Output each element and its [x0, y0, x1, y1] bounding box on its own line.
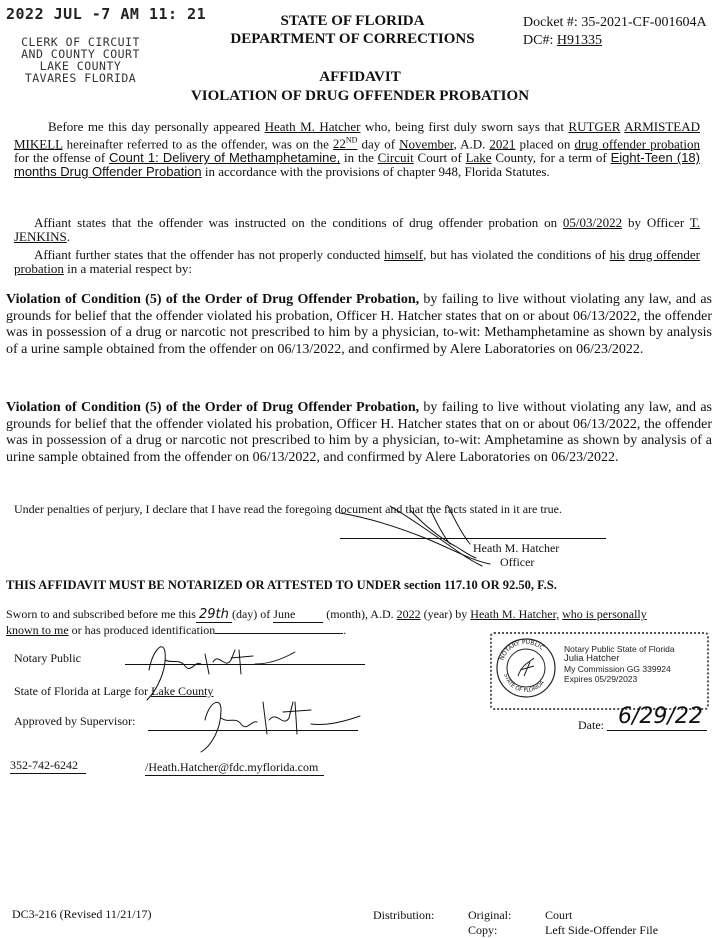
- violation-1: Violation of Condition (5) of the Order of Drug Offender Probation, by failing to live without violating any law, and as grounds for belief that the offender violated his probation, Officer H. Hatcher states that on or about 06/13/2022, the offender was in possession of a drug or narcotic not prescribed to him by a physician, to-wit: Methamphetamine as shown by analysis of a urine sample obtained from the offender on 06/13/2022, and confirmed by Alere Laboratories on 06/23/2022.: [6, 292, 713, 357]
- court-type: Circuit: [377, 150, 414, 166]
- officer-name: Heath M. Hatcher: [264, 119, 361, 134]
- copy-label: Copy:: [468, 923, 498, 937]
- further-paragraph: Affiant further states that the offender has not properly conducted himself, but has violated the conditions of his drug offender probation in a material respect by:: [14, 247, 700, 276]
- seal-line: Notary Public State of Florida: [564, 644, 675, 654]
- docket-number: Docket #: 35-2021-CF-001604A: [523, 15, 707, 30]
- violation-heading: Violation of Condition (5) of the Order of Drug Offender Probation,: [6, 292, 420, 307]
- placement-day: 22ND: [332, 136, 358, 152]
- affidavit-title: AFFIDAVIT: [319, 69, 401, 85]
- svg-text:NOTARY PUBLIC: [498, 639, 545, 661]
- distribution-label: Distribution:: [373, 908, 435, 922]
- file-date-stamp: 2022 JUL -7 AM 11: 21: [6, 5, 207, 23]
- sworn-name: Heath M. Hatcher,: [470, 607, 560, 621]
- officer-title: Officer: [500, 555, 535, 569]
- county: Lake: [465, 150, 492, 166]
- offender-name: RUTGER: [568, 119, 621, 134]
- offender-name-2: ARMISTEAD MIKELL: [14, 119, 700, 152]
- violation-2: Violation of Condition (5) of the Order of Drug Offender Probation, by failing to live without violating any law, and as grounds for belief that the offender violated his probation, Officer H. Hatcher states that on or about 06/13/2022, the offender was in possession of a drug or narcotic not prescribed to him by a physician, to-wit: Amphetamine as shown by analysis of a urine sample obtained from the offender on 06/13/2022, and confirmed by Alere Laboratories on 06/23/2022.: [6, 400, 713, 465]
- clerk-stamp: [18, 36, 143, 84]
- document-title: [150, 68, 570, 106]
- copy-value: Left Side-Offender File: [545, 923, 659, 937]
- seal-ring-top: NOTARY PUBLIC: [498, 638, 546, 662]
- notary-label: Notary Public: [14, 651, 81, 665]
- instructed-paragraph: Affiant states that the offender was instructed on the conditions of drug offender probation on 05/03/2022 by Officer T. JENKINS.: [14, 215, 701, 244]
- officer-name-line: Heath M. Hatcher: [473, 541, 560, 555]
- sworn-year: 2022: [396, 607, 421, 621]
- notary-seal-emblem: [494, 636, 558, 700]
- notarize-notice: THIS AFFIDAVIT MUST BE NOTARIZED OR ATTESTED TO UNDER section 117.10 OR 92.50, F.S.: [6, 578, 557, 592]
- sworn-statement: Sworn to and subscribed before me this 29th (day) of June (month), A.D. 2022 (year) by Heath M. Hatcher, who is personally known to me or has produced identification .: [6, 607, 647, 637]
- affidavit-subtitle: VIOLATION OF DRUG OFFENDER PROBATION: [190, 88, 530, 104]
- violation-heading: Violation of Condition (5) of the Order of Drug Offender Probation,: [6, 400, 420, 415]
- date-value: 6/29/22: [618, 704, 703, 729]
- perjury-statement: Under penalties of perjury, I declare that I have read the foregoing document and that the facts stated in it are true.: [14, 502, 562, 516]
- instructing-officer: T. JENKINS: [14, 215, 701, 244]
- offense: Count 1: Delivery of Methamphetamine,: [109, 150, 341, 166]
- probation-type: drug offender probation: [574, 136, 700, 152]
- date-label: Date:: [578, 718, 604, 732]
- state-title: STATE OF FLORIDA: [280, 13, 425, 29]
- intro-paragraph: Before me this day personally appeared Heath M. Hatcher who, being first duly sworn says that RUTGER ARMISTEAD MIKELL hereinafter referred to as the offender, was on the 22ND day of November, A.D. 2021 placed on drug offender probation for the offense of Count 1: Delivery of Methamphetamine, in the Circuit Court of Lake County, for a term of Eight-Teen (18) months Drug Offender Probation in accordance with the provisions of chapter 948, Florida Statutes.: [14, 119, 700, 180]
- original-value: Court: [545, 908, 573, 922]
- seal-line: Expires 05/29/2023: [564, 674, 638, 684]
- seal-line: My Commission GG 339924: [564, 664, 671, 674]
- clerk-line: TAVARES FLORIDA: [24, 71, 137, 85]
- original-label: Original:: [468, 908, 512, 922]
- seal-text: [564, 644, 675, 684]
- docket-block: [523, 14, 707, 50]
- phone-number: 352-742-6242: [10, 758, 86, 774]
- approved-label: Approved by Supervisor:: [14, 714, 136, 728]
- placement-year: 2021: [489, 136, 516, 152]
- supervisor-signature: [185, 690, 370, 755]
- sworn-month: June: [273, 607, 323, 623]
- clerk-line: LAKE COUNTY: [39, 59, 122, 73]
- placement-month: November: [399, 136, 454, 152]
- seal-name: Julia Hatcher: [564, 653, 620, 664]
- date-line: [607, 730, 707, 731]
- probation-term: Eight-Teen (18) months Drug Offender Probation: [14, 150, 700, 180]
- officer-signature-line: [340, 538, 606, 539]
- dc-number: DC#: H91335: [523, 33, 602, 48]
- sworn-day: 29th: [196, 607, 232, 623]
- form-id: DC3-216 (Revised 11/21/17): [12, 907, 152, 921]
- agency-header: [200, 12, 505, 48]
- notary-seal: [490, 632, 709, 710]
- clerk-line: AND COUNTY COURT: [21, 47, 140, 61]
- email-address: /Heath.Hatcher@fdc.myflorida.com: [145, 760, 324, 776]
- clerk-line: CLERK OF CIRCUIT: [21, 35, 140, 49]
- instruction-date: 05/03/2022: [562, 215, 623, 230]
- state-county-label: State of Florida at Large for Lake County: [14, 684, 214, 698]
- department-title: DEPARTMENT OF CORRECTIONS: [230, 31, 475, 47]
- seal-ring-bottom: STATE OF FLORIDA: [502, 673, 546, 695]
